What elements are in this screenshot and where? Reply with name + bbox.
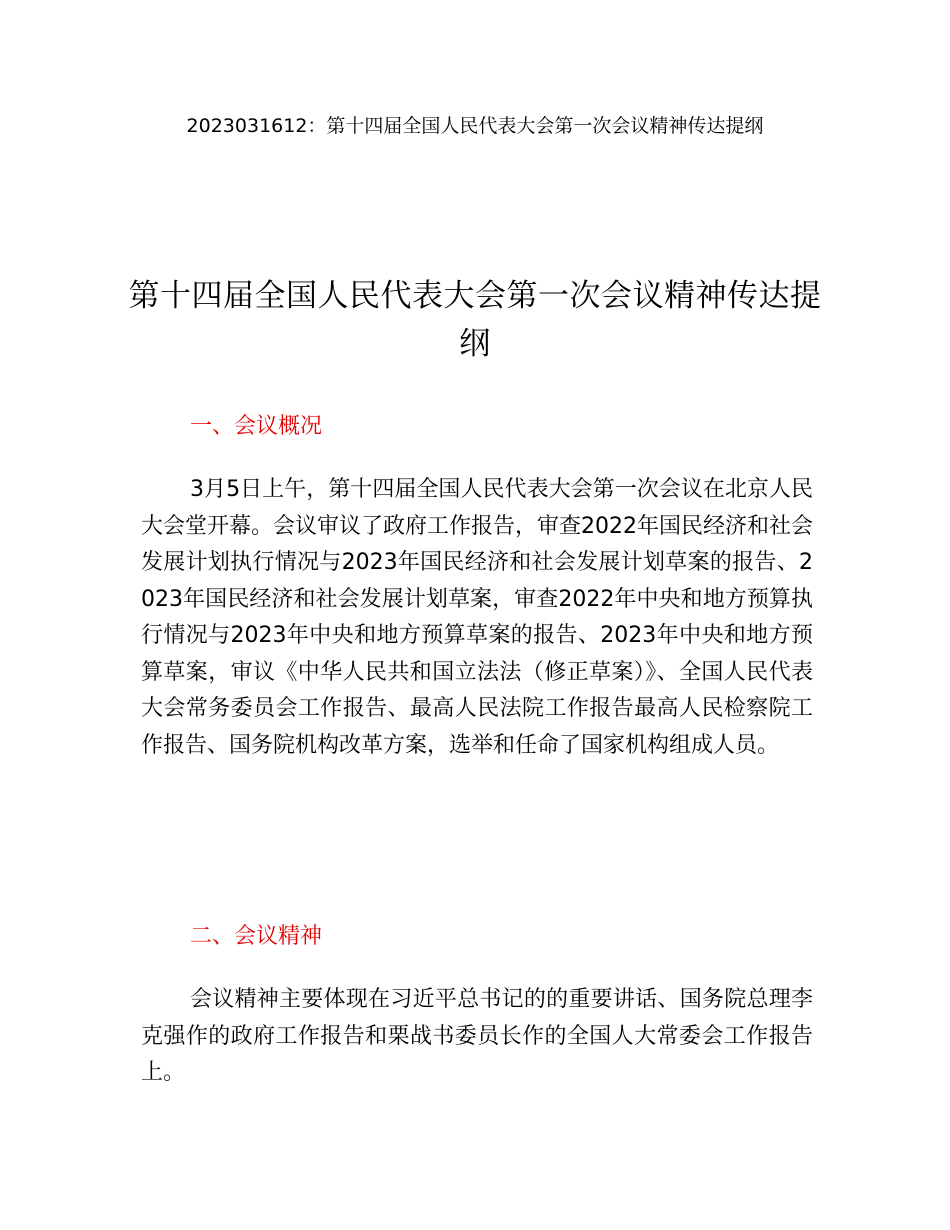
document-header: 2023031612：第十四届全国人民代表大会第一次会议精神传达提纲 bbox=[186, 115, 764, 137]
section-heading-overview: 一、会议概况 bbox=[190, 414, 323, 439]
section-heading-spirit: 二、会议精神 bbox=[190, 924, 323, 949]
section-paragraph-spirit: 会议精神主要体现在习近平总书记的的重要讲话、国务院总理李克强作的政府工作报告和栗战书委员长作的全国人大常委会工作报告上。 bbox=[141, 987, 813, 1085]
section-paragraph-overview: 3月5日上午，第十四届全国人民代表大会第一次会议在北京人民大会堂开幕。会议审议了政府工作报告，审查2022年国民经济和社会发展计划执行情况与2023年国民经济和社会发展计划草案的报告、2023年国民经济和社会发展计划草案，审查2022年中央和地方预算执行情况与2023年中央和地方预算草案的报告、2023年中央和地方预算草案，审议《中华人民共和国立法法（修正草案）》、全国人民代表大会常务委员会工作报告、最高人民法院工作报告最高人民检察院工作报告、国务院机构改革方案，选举和任命了国家机构组成人员。 bbox=[141, 477, 813, 758]
document-title: 第十四届全国人民代表大会第一次会议精神传达提纲 bbox=[128, 278, 822, 362]
